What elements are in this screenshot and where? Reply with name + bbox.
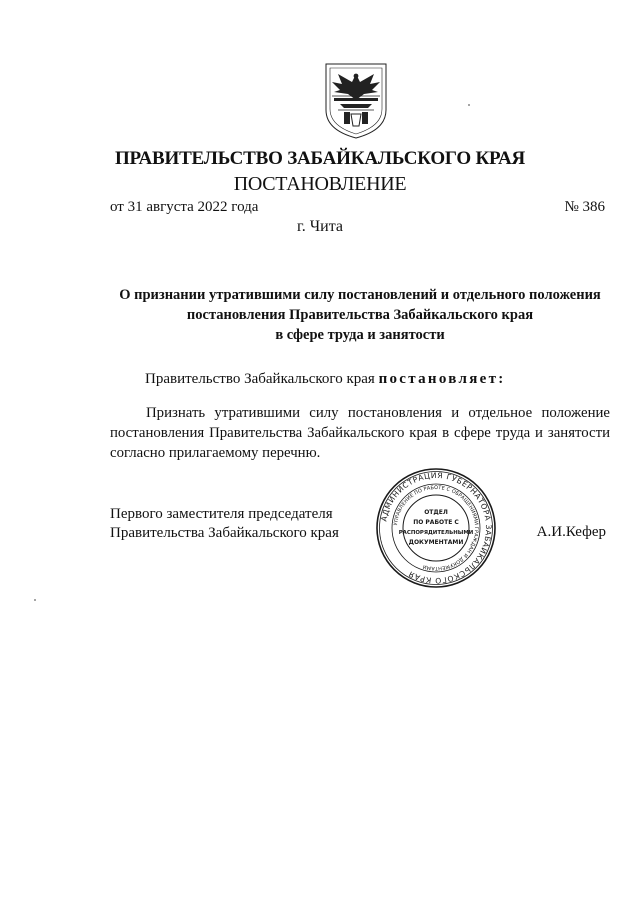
preamble-lead: Правительство Забайкальского края [145, 371, 375, 387]
svg-text:УПРАВЛЕНИЕ ПО РАБОТЕ С ОБРАЩЕН [393, 485, 479, 571]
government-title: ПРАВИТЕЛЬСТВО ЗАБАЙКАЛЬСКОГО КРАЯ [114, 148, 526, 169]
signer-position [110, 505, 339, 543]
scan-speck [468, 104, 470, 106]
document-date: от 31 августа 2022 года [110, 199, 259, 215]
stamp-outer-text: АДМИНИСТРАЦИЯ ГУБЕРНАТОРА ЗАБАЙКАЛЬСКОГО КРАЯ [379, 470, 494, 586]
preamble [145, 371, 506, 388]
document-city: г. Чита [296, 218, 343, 235]
document-type: ПОСТАНОВЛЕНИЕ [233, 173, 407, 195]
paragraph-line: согласно прилагаемому перечню. [110, 445, 321, 461]
signer-position-line: Первого заместителя председателя [110, 506, 333, 522]
preamble-verb: постановляет: [378, 371, 506, 387]
subject-line: постановления Правительства Забайкальского края [186, 307, 534, 323]
paragraph-line: Признать утратившими силу постановления и отдельное положение [146, 405, 610, 421]
scan-speck [34, 599, 36, 601]
signer-position-line: Правительства Забайкальского края [110, 525, 339, 541]
paragraph-line: постановления Правительства Забайкальского края в сфере труда и занятости [110, 425, 610, 441]
subject-line: в сфере труда и занятости [275, 327, 445, 343]
stamp-center-line: ПО РАБОТЕ С [413, 519, 459, 526]
official-stamp [374, 466, 498, 590]
coat-of-arms-icon [318, 60, 394, 140]
document-subject [100, 285, 620, 345]
document-number: № 386 [564, 199, 605, 215]
stamp-center-line: РАСПОРЯДИТЕЛЬНЫМИ [398, 530, 474, 536]
stamp-center-line: ДОКУМЕНТАМИ [408, 539, 464, 546]
stamp-center-line: ОТДЕЛ [424, 509, 448, 516]
stamp-inner-text: УПРАВЛЕНИЕ ПО РАБОТЕ С ОБРАЩЕНИЯМИ ГРАЖДАН И ДОКУМЕНТАМИ [393, 484, 480, 572]
signer-name: А.И.Кефер [536, 524, 606, 540]
subject-line: О признании утратившими силу постановлений и отдельного положения [119, 287, 601, 303]
decree-paragraph [110, 403, 610, 463]
